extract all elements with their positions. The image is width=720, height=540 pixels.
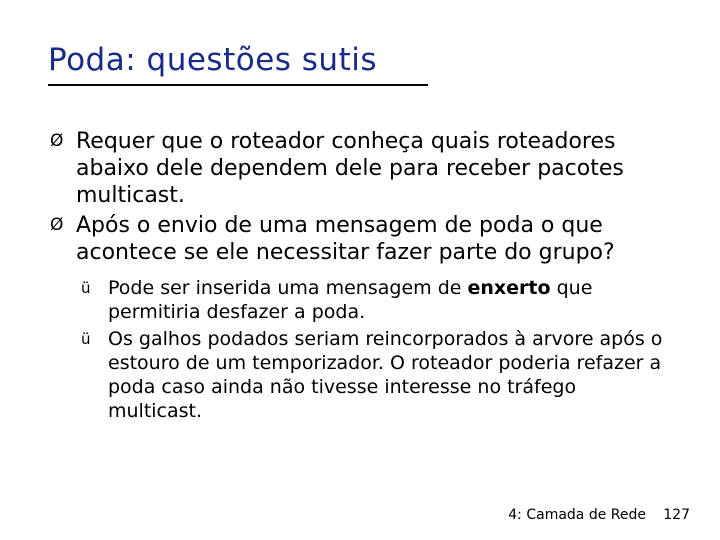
bullet-list (50, 128, 670, 426)
bullet-item (50, 212, 670, 266)
sub-bullet-list (78, 276, 670, 423)
checkmark-bullet-icon: ü (81, 279, 91, 297)
sub-bullet-bold-term: enxerto (467, 277, 551, 299)
arrow-bullet-icon: Ø (50, 215, 64, 235)
sub-bullet-item (78, 327, 670, 423)
bullet-text: Requer que o roteador conheça quais roteadores abaixo dele dependem dele para receber pacotes multicast. (76, 129, 624, 208)
slide-title: Poda: questões sutis (48, 42, 377, 78)
footer-page-number: 127 (663, 507, 690, 523)
sub-bullet-text: Os galhos podados seriam reincorporados à arvore após o estouro de um temporizador. O roteador poderia refazer a poda caso ainda não tivesse interesse no tráfego multicast. (108, 328, 663, 422)
sub-bullet-text-end: que permitiria desfazer a poda. (108, 277, 593, 323)
checkmark-bullet-icon: ü (81, 330, 91, 348)
bullet-item (50, 128, 670, 209)
footer-chapter-label: 4: Camada de Rede (508, 507, 646, 523)
sub-bullet-text-start: Pode ser inserida uma mensagem de (108, 277, 468, 299)
bullet-text: Após o envio de uma mensagem de poda o que acontece se ele necessitar fazer parte do grupo? (76, 213, 615, 265)
title-underline (48, 84, 428, 86)
sub-bullet-item (78, 276, 670, 324)
arrow-bullet-icon: Ø (50, 131, 64, 151)
